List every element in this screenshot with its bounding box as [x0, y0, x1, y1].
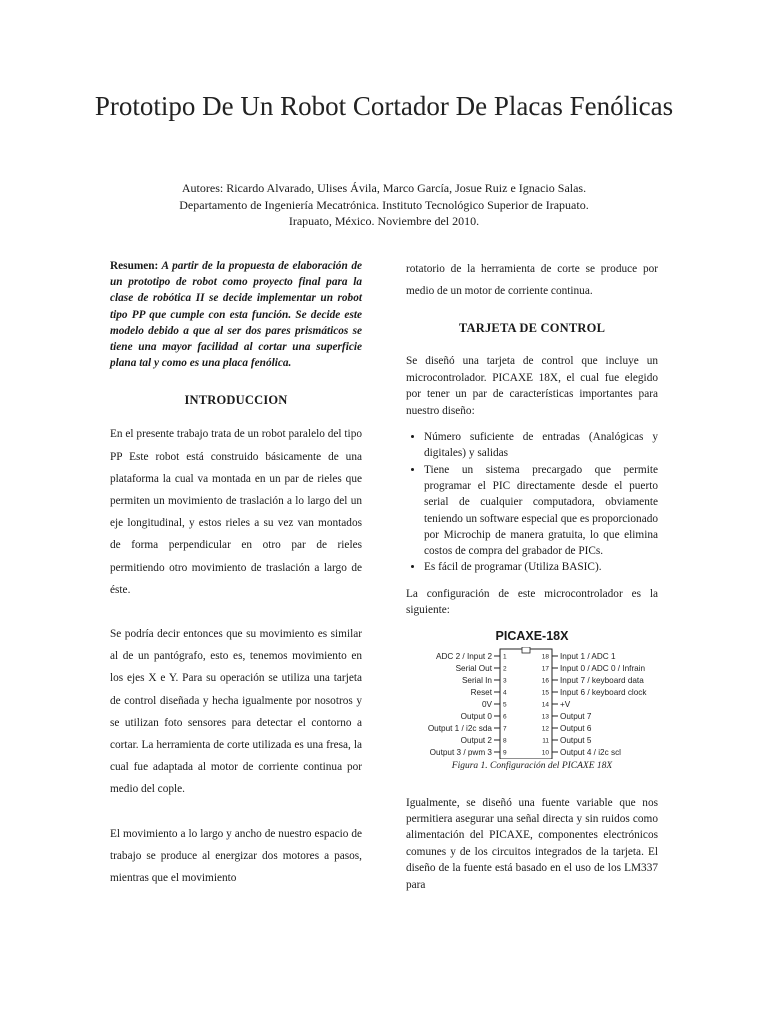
pin-label: Reset [470, 687, 492, 697]
pin-label: Output 5 [560, 735, 592, 745]
pin-number: 7 [503, 725, 507, 733]
pin-number: 4 [503, 689, 507, 697]
pin-label: Output 0 [460, 711, 492, 721]
section-heading-tarjeta-de-control: TARJETA DE CONTROL [458, 321, 606, 336]
configuration-paragraph: La configuración de este microcontrolador es la siguiente: [406, 587, 658, 617]
pin-number: 9 [503, 749, 507, 757]
pin-label: Output 3 / pwm 3 [429, 747, 492, 757]
abstract-text: A partir de la propuesta de elaboración de un prototipo de robot como proyecto final para la clase de robótica II se decide implementar un robot tipo PP que cumple con esta función. Se decide este modelo debido a que al ser dos pares prismáticos se tiene una mayor facilidad al cortar una superficie plana tal y como es una placa fenólica. [110, 260, 363, 370]
location-date-line: Irapuato, México. Noviembre del 2010. [288, 214, 480, 228]
authors-line: Autores: Ricardo Alvarado, Ulises Ávila, Marco García, Josue Ruiz e Ignacio Salas. [181, 181, 587, 195]
list-item: • Tiene un sistema precargado que permite programar el PIC directamente desde el puerto serial de cualquier computadora, obviamente teniendo un software especial que es proporcionado por Microchip de manera gratuita, lo que elimina costos de compra del grabador de PICs. [424, 462, 658, 560]
control-card-paragraph: Se diseñó una tarjeta de control que incluye un microcontrolador. PICAXE 18X, el cual fue elegido por tener un par de características importantes para nuestro diseño: [406, 355, 658, 417]
right-paragraph-continued: rotatorio de la herramienta de corte se produce por medio de un motor de corriente continua. [406, 263, 658, 298]
figure-caption: Figura 1. Configuración del PICAXE 18X [451, 760, 613, 771]
paper-title: Prototipo De Un Robot Cortador De Placas Fenólicas [94, 91, 674, 121]
pin-number: 2 [503, 665, 507, 673]
pin-label: Serial Out [455, 663, 492, 673]
pin-label: Output 4 / i2c scl [560, 747, 621, 757]
pin-number: 13 [541, 713, 549, 721]
power-supply-paragraph: Igualmente, se diseñó una fuente variable que nos permitiera asegurar una señal directa y sin ruidos como alimentación del PICAXE, componentes electrónicos comunes y de los circuitos integrados de la tarjeta. El diseño de la fuente está basado en el uso de los LM337 para [406, 796, 658, 891]
pin-number: 15 [541, 689, 549, 697]
pin-label: Output 7 [560, 711, 592, 721]
intro-paragraph-3: El movimiento a lo largo y ancho de nuestro espacio de trabajo se produce al energizar dos motores a pasos, mientras que el movimiento [110, 827, 362, 885]
chip-notch [522, 647, 530, 653]
pin-label: ADC 2 / Input 2 [436, 651, 492, 661]
pin-label: Output 1 / i2c sda [427, 723, 492, 733]
pin-number: 16 [541, 677, 549, 685]
author-block [80, 180, 688, 230]
right-column [406, 258, 658, 893]
pin-label: Input 6 / keyboard clock [560, 687, 647, 697]
abstract-label: Resumen: [110, 260, 159, 272]
pin-label: Input 1 / ADC 1 [560, 651, 616, 661]
affiliation-line: Departamento de Ingeniería Mecatrónica. Instituto Tecnológico Superior de Irapuato. [179, 197, 589, 212]
list-item: • Número suficiente de entradas (Analógicas y digitales) y salidas [424, 429, 658, 462]
intro-paragraph-2: Se podría decir entonces que su movimiento es similar al de un pantógrafo, esto es, tenemos movimiento en los ejes X e Y. Para su operación se utiliza una tarjeta de control diseñada y hecha igualmente por nosotros y se utilizan foto sensores para detectar el contorno a cortar. La herramienta de corte utilizada es una fresa, la cual fue adaptada al motor de corriente continua por medio del cople. [110, 628, 362, 796]
pin-number: 5 [503, 701, 507, 709]
pin-label: 0V [481, 699, 492, 709]
pin-number: 8 [503, 737, 507, 745]
pin-number: 3 [503, 677, 507, 685]
abstract [110, 258, 362, 371]
intro-paragraph-1: En el presente trabajo trata de un robot paralelo del tipo PP Este robot está construido básicamente de una plataforma la cual va montada en un par de rieles que permiten un movimiento de traslación a lo largo del un eje longitudinal, y estos rieles a su vez van montados de forma perpendicular en otro par de rieles permitiendo otro movimiento de traslación a largo de éste. [110, 428, 362, 596]
pin-label: Input 7 / keyboard data [560, 675, 644, 685]
section-heading-introduccion: INTRODUCCION [184, 393, 288, 408]
pin-number: 11 [542, 737, 549, 745]
pin-label: Input 0 / ADC 0 / Infrain [560, 663, 646, 673]
left-column [110, 258, 362, 889]
pin-number: 12 [541, 725, 549, 733]
pin-number: 14 [541, 701, 549, 709]
picaxe-pinout-diagram [406, 647, 658, 759]
pin-label: Output 6 [560, 723, 592, 733]
list-item: • Es fácil de programar (Utiliza BASIC). [424, 559, 658, 575]
feature-list [406, 429, 658, 576]
pin-number: 6 [503, 713, 507, 721]
pin-number: 17 [541, 665, 549, 673]
pin-label: Serial In [461, 675, 492, 685]
figure-picaxe-pinout [406, 629, 658, 771]
pin-number: 1 [503, 653, 507, 661]
pin-label: +V [560, 699, 571, 709]
chip-title: PICAXE-18X [495, 628, 569, 643]
pin-number: 10 [541, 749, 549, 757]
pin-number: 18 [541, 653, 549, 661]
pin-label: Output 2 [460, 735, 492, 745]
